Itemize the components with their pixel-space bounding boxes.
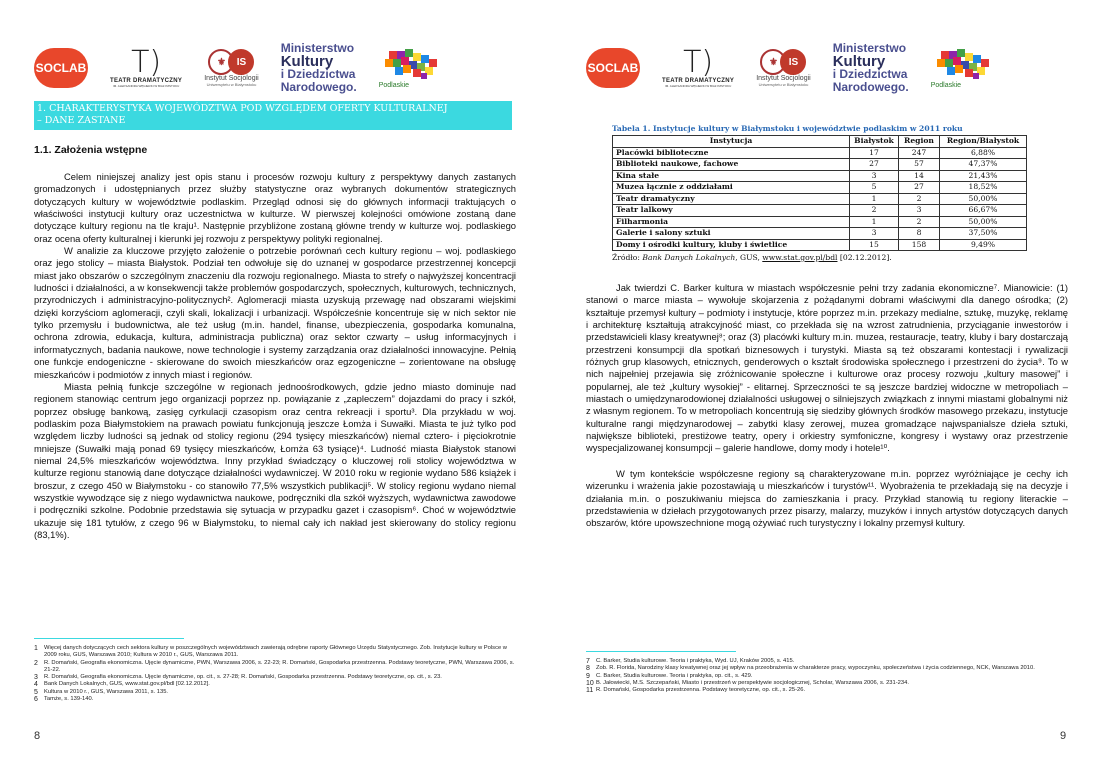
- table-header-row: [613, 136, 1027, 148]
- page9-body: [586, 282, 1068, 530]
- page-number-9: 9: [1060, 730, 1067, 742]
- td-mark-icon: T): [683, 45, 714, 80]
- subsection-heading: 1.1. Założenia wstępne: [34, 144, 148, 156]
- soclab-logo: [34, 48, 88, 88]
- table-source: Źródło: Bank Danych Lokalnych, GUS, www.stat.gov.pl/bdl [02.12.2012].: [612, 253, 892, 262]
- table-row: Teatr lalkowy 2 3 66,67%: [613, 205, 1027, 217]
- table-row: Placówki biblioteczne 17 247 6,88%: [613, 147, 1027, 159]
- column-header: Białystok: [850, 136, 899, 148]
- source-link[interactable]: www.stat.gov.pl/bdl: [762, 253, 838, 262]
- podlaskie-logo: [379, 47, 443, 89]
- soclab-logo-text: SOCLAB: [34, 48, 88, 88]
- instytut-logo-text: Instytut Socjologii: [756, 75, 811, 82]
- td-mark-icon: T): [131, 45, 162, 80]
- ministerstwo-logo: Ministerstwo Kultury i Dziedzictwa Narodowego.: [832, 41, 909, 94]
- instytut-logo-text: Instytut Socjologii: [204, 75, 259, 82]
- table-row: Muzea łącznie z oddziałami 5 27 18,52%: [613, 182, 1027, 194]
- teatr-dramatyczny-logo: [662, 45, 735, 88]
- footnote: 11 R. Domański, Gospodarka przestrzenna. Podstawy teoretyczne, op. cit., s. 25-26.: [586, 687, 806, 695]
- table-row: Filharmonia 1 2 50,00%: [613, 216, 1027, 228]
- footnote: 9 C. Barker, Studia kulturowe. Teoria i praktyka, op. cit., s. 429.: [586, 672, 753, 680]
- paragraph: W analizie za kluczowe przyjęto założenie o potrzebie porównań cech kultury regionu – woj. podlaskiego oraz jego stolicy – miasta Białystok. Podział ten odwołuje się do uznanej w gospodarce przestrzennej koncepcji miast jako obszarów o szczególnym znaczeniu dla rozwoju regionalnego. Miasta to strefy o najwyższej koncentracji ludności i działalności, a w konsekwencji także problemów gospodarczych, społecznych, kulturowych, technicznych, przyrodniczych i administracyjno-politycznych². Aglomeracji miasta uzyskują przewagę nad obszarami wiejskimi dzięki korzyściom aglomeracji, czyli skali, lokalizacji i urbanizacji. Współcześnie koncentruje się w nich sektor nie tylko przemysłu i budownictwa, ale też usług (m.in. handel, finanse, ubezpieczenia, gospodarka komunalna, ochrona zdrowia, edukacja, kultura, administracja publiczna) oraz sektor czwarty – usług informacyjnych i informatycznych, badania naukowe, nowe technologie i systemy zarządzania oraz działalności innowacyjne. Pełnią one funkcje endogeniczne - skierowane do swoich mieszkańców oraz egzogeniczne – zorientowane na obsługę mieszkańców i podmiotów z innych miast i regionów.: [34, 245, 516, 380]
- teatr-logo-subtext: IM. ALEKSANDRA WĘGIERKI W BIAŁYMSTOKU: [112, 84, 180, 88]
- table-row: Domy i ośrodki kultury, kluby i świetlice 15 158 9,49%: [613, 239, 1027, 251]
- page8-body: [34, 171, 516, 541]
- footnote: 5 Kultura w 2010 r., GUS, Warszawa 2011, s. 135.: [34, 688, 169, 696]
- footnote: 3 R. Domański, Geografia ekonomiczna. Ujęcie dynamiczne, op. cit., s. 27-28; R. Domański, Gospodarka przestrzenna. Podstawy teoretyczne, op. cit., s. 23.: [34, 674, 442, 682]
- logo-strip-right: [586, 34, 1017, 102]
- instytut-logo-subtext: Uniwersytetu w Białymstoku: [758, 82, 809, 87]
- table-title: Tabela 1. Instytucje kultury w Białymstoku i województwie podlaskim w 2011 roku: [612, 124, 963, 133]
- column-header: Instytucja: [613, 136, 850, 148]
- is-letters: IS: [780, 49, 806, 75]
- podlaskie-logo-text: Podlaskie: [930, 82, 962, 89]
- instytut-logo-subtext: Uniwersytetu w Białymstoku: [206, 82, 257, 87]
- teatr-dramatyczny-logo: [110, 45, 183, 88]
- podlaskie-logo-text: Podlaskie: [378, 82, 410, 89]
- is-circles-icon: ⚜ IS: [211, 49, 251, 75]
- page9-footnotes: [586, 658, 1068, 694]
- footnote: 1 Więcej danych dotyczących cech sektora kultury w poszczególnych województwach zawierają odrębne raporty Głównego Urzędu Statystycznego. Zob. Instytucje kultury w Polsce w 2009 roku, GUS, Warszawa 2010; Kultura w 2010 r., GUS, Warszawa 2011.: [34, 645, 507, 659]
- page8-footnotes: [34, 645, 516, 703]
- is-circles-icon: ⚜ IS: [763, 49, 803, 75]
- paragraph: W tym kontekście współczesne regiony są charakteryzowane m.in. poprzez wyróżniające je cechy ich wizerunku i wrażenia jakie pozostawiają u mieszkańców i turystów¹¹. Wyobrażenia te przekładają się na decyzje i działania m.in. o poszukiwaniu miejsca do zamieszkania i pracy. Przykład stanowią tu regiony literackie – przedstawienia w dziełach przygotowanych przez pisarzy, malarzy, muzyków i innych artystów dotyczących danych obszarów, które upowszechnione mogą ożywiać ruch turystyczny i lokalny przemysł kultury.: [586, 467, 1068, 529]
- column-header: Region: [899, 136, 940, 148]
- paragraph: Jak twierdzi C. Barker kultura w miastach współczesnie pełni trzy zadania ekonomiczne⁷. Mianowicie: (1) stanowi o marce miasta – wywołuje skojarzenia z pożądanymi dobrami właściwymi dla danego ośrodka; (2) kształtuje przemysł kultury – podmioty i instytucje, które poprzez m.in. przekazy medialne, sztukę, muzykę, reklamę i architekturę kształtują atrakcyjność miast, co przekłada się na wzrost zatrudnienia, przyciąganie inwestorów i przedstawicieli klasy kreatywnej⁸; oraz (3) placówki kultury m.in. muzea, restauracje, teatry, kluby i bary dostarczają przestrzeni konsumpcji dla spotkań biznesowych i turystyki. Miasta są też obszarami kontestacji i rywalizacji różnych grup klasowych, etnicznych, genderowych o kształt środowiska społecznego i przestrzeni do życia⁹. To w nich najpełniej przejawia się zróżnicowanie społeczne i kulturowe oraz procesy rozwoju „kultury masowej” i popularnej, ale też „kultury wysokiej” - elitarnej. Sprzeczności te są jeszcze bardziej widoczne w metropoliach – miastach o umiędzynarodowionej działalności usługowej o silniejszych związkach z innymi miastami globalnymi niż z własnym regionem. To w metropoliach koncentrują się siedziby głównych środków masowego przekazu, instytucje kulturalne rangi międzynarodowej – zabytki klasy zerowej, muzea gromadzące najwspanialsze dzieła sztuki, największe biblioteki, prestiżowe teatry, opery i orkiestry symfoniczne, kongresy i wystawy oraz przestrzenie wyspecjalizowanej konsumpcji – galerie handlowe, domy mody i hotele¹⁰.: [586, 282, 1068, 454]
- table-row: Kina stałe 3 14 21,43%: [613, 170, 1027, 182]
- soclab-logo-text: SOCLAB: [586, 48, 640, 88]
- teatr-logo-text: TEATR DRAMATYCZNY: [110, 78, 183, 84]
- column-header: Region/Białystok: [940, 136, 1027, 148]
- footnote-rule: [586, 651, 736, 652]
- paragraph: Celem niniejszej analizy jest opis stanu i procesów rozwoju kultury z perspektywy danych zastanych gromadzonych i udostępnianych przez służby statystyczne oraz wybranych dokumentów strategicznych dotyczących kultury w województwie podlaskim. Przegląd odnosi się do głównych informacji traktujących o właściwości instytucji kultury oraz uczestnictwa w kulturze. W pierwszej kolejności omówione zostaną dane dotyczące kultury regionu na tle kraju¹. Następnie przybliżone zostaną główne trendy w kulturze woj. podlaskiego oraz ocena oferty kulturalnej i kierunki jej rozwoju z perspektywy polityki regionalnej.: [34, 171, 516, 244]
- soclab-logo: [586, 48, 640, 88]
- instytut-socjologii-logo: [204, 49, 258, 87]
- footnote: 10 B. Jałowiecki, M.S. Szczepański, Miasto i przestrzeń w perspektywie socjologicznej, Scholar, Warszawa 2006, s. 231-234.: [586, 679, 909, 687]
- institutions-table: [612, 135, 1027, 251]
- section-heading-line1: 1. CHARAKTERYSTYKA WOJEWÓDZTWA POD WZGLĘDEM OFERTY KULTURALNEJ: [37, 103, 448, 114]
- table-row: Biblioteki naukowe, fachowe 27 57 47,37%: [613, 159, 1027, 171]
- footnote: 8 Zob. R. Florida, Narodziny klasy kreatywnej oraz jej wpływ na przeobrażenia w charakterze pracy, wypoczynku, społeczeństwa i życia codziennego, NCK, Warszawa 2010.: [586, 665, 1035, 673]
- section-heading: [34, 101, 512, 130]
- table-row: Teatr dramatyczny 1 2 50,00%: [613, 193, 1027, 205]
- ministerstwo-logo: Ministerstwo Kultury i Dziedzictwa Narodowego.: [280, 41, 357, 94]
- podlaskie-logo: [931, 47, 995, 89]
- footnote: 7 C. Barker, Studia kulturowe. Teoria i praktyka, Wyd. UJ, Kraków 2005, s. 415.: [586, 658, 795, 665]
- teatr-logo-subtext: IM. ALEKSANDRA WĘGIERKI W BIAŁYMSTOKU: [664, 84, 732, 88]
- page-number-8: 8: [34, 730, 41, 742]
- logo-strip-left: [34, 34, 465, 102]
- paragraph: Miasta pełnią funkcje szczególne w regionach jednoośrodkowych, gdzie jedno miasto dominuje nad regionem stanowiąc centrum jego organizacji poprzez np. powiązanie z „zapleczem” dojazdami do pracy i szkół, poprzez obsługę bankową, zasięg cyrkulacji czasopism oraz centra rekreacji i sportu³. Dla przykładu w woj. podlaskim poza Białymstokiem na prawach powiatu funkcjonują jeszcze Łomża i Suwałki. Miasta te już tylko pod względem liczby ludności są jednak od stolicy regionu (294 tysięcy mieszkańców) niemal cztero- i pięciokrotnie mniejsze (Suwałki mają ponad 69 tysięcy mieszkańców, Łomża 63 tysiące)⁴. Ludność miasta Białystok stanowi niemal 24,5% mieszkańców województwa. Inny przykład świadczący o kluczowej roli stolicy województwa w kulturze regionu stanowią dane dotyczące działalności wydawniczej. W 2010 roku w regionie wydano 586 książek i broszur, z czego 450 w Białymstoku - co stanowiło 77,5% wszystkich publikacji⁵. W stolicy regionu wydano niemal wszystkie wywodzące się z niego wydawnictwa naukowe, podręczniki dla szkół wyższych, wydawnictwa zawodowe i podręczniki szkolne. Podobnie przedstawia się sytuacja w przypadku gazet i czasopism⁶. Choć w województwie ukazuje się 181 tytułów, z czego 96 w Białymstoku, to niemal cały ich nakład jest skierowany do stolicy regionu (83,1%).: [34, 380, 516, 540]
- footnote: 6 Tamże, s. 139-140.: [34, 696, 94, 704]
- section-heading-line2: – DANE ZASTANE: [37, 115, 126, 126]
- footnote: 4 Bank Danych Lokalnych, GUS, www.stat.gov.pl/bdl [02.12.2012].: [34, 681, 210, 689]
- is-letters: IS: [228, 49, 254, 75]
- footnote: 2 R. Domański, Geografia ekonomiczna. Ujęcie dynamiczne, PWN, Warszawa 2006, s. 22-23; R. Domański, Gospodarka przestrzenna. Podstawy teoretyczne, PWN, Warszawa 2006, s. 21-22.: [34, 659, 515, 673]
- instytut-socjologii-logo: [756, 49, 810, 87]
- table-row: Galerie i salony sztuki 3 8 37,50%: [613, 228, 1027, 240]
- teatr-logo-text: TEATR DRAMATYCZNY: [662, 78, 735, 84]
- footnote-rule: [34, 638, 184, 639]
